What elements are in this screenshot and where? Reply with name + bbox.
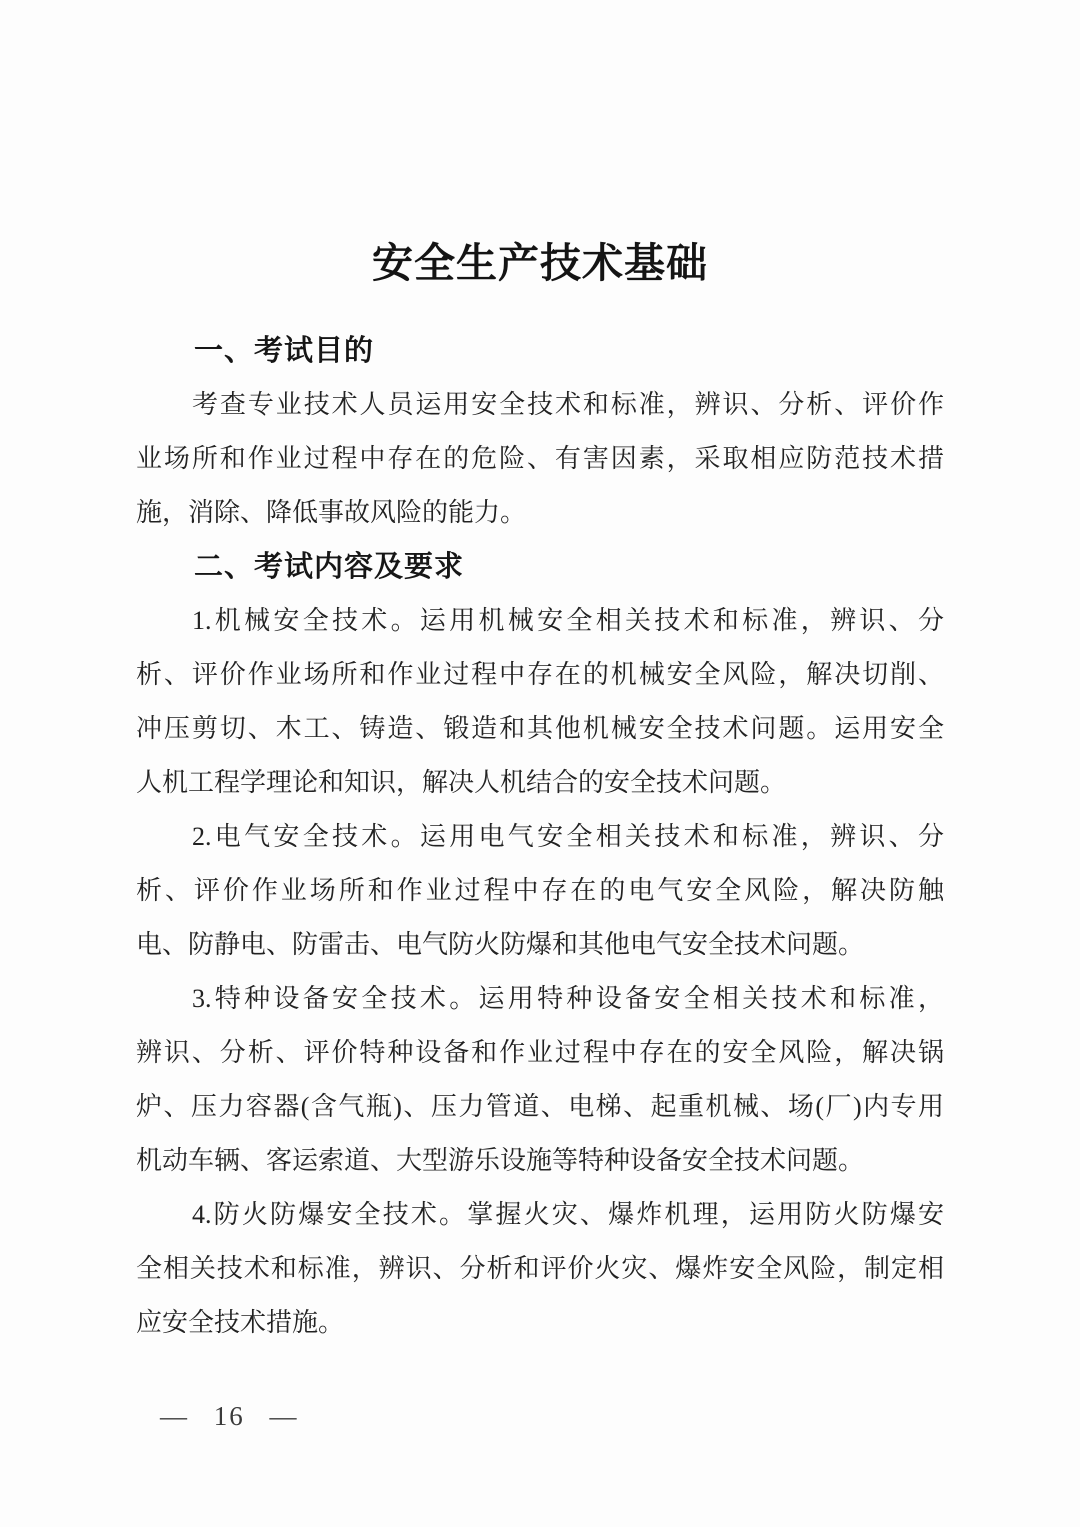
text-line: 人机工程学理论和知识，解决人机结合的安全技术问题。 <box>136 768 787 797</box>
document-body <box>0 324 1080 1350</box>
text-line: 冲压剪切、木工、铸造、锻造和其他机械安全技术问题。运用安全 <box>136 714 944 743</box>
text-line: 电、防静电、防雷击、电气防火防爆和其他电气安全技术问题。 <box>136 930 865 959</box>
section-heading: 一、考试目的 <box>194 335 375 367</box>
text-line: 1.机械安全技术。运用机械安全相关技术和标准，辨识、分 <box>192 606 944 635</box>
text-line: 全相关技术和标准，辨识、分析和评价火灾、爆炸安全风险，制定相 <box>136 1254 944 1283</box>
text-line: 应安全技术措施。 <box>136 1308 345 1337</box>
text-line: 业场所和作业过程中存在的危险、有害因素，采取相应防范技术措 <box>136 444 944 473</box>
page-footer <box>0 1389 1080 1443</box>
section-heading: 二、考试内容及要求 <box>194 551 465 583</box>
text-line: 施，消除、降低事故风险的能力。 <box>136 498 527 527</box>
text-line: 析、评价作业场所和作业过程中存在的电气安全风险，解决防触 <box>136 876 944 905</box>
page-title: 安全生产技术基础 <box>372 240 708 286</box>
text-line: 辨识、分析、评价特种设备和作业过程中存在的安全风险，解决锅 <box>136 1038 944 1067</box>
text-line: 考查专业技术人员运用安全技术和标准，辨识、分析、评价作 <box>192 390 944 419</box>
text-line: 炉、压力容器(含气瓶)、压力管道、电梯、起重机械、场(厂)内专用 <box>136 1092 944 1121</box>
page-number: — 16 — <box>160 1401 299 1431</box>
text-line: 3.特种设备安全技术。运用特种设备安全相关技术和标准， <box>192 984 944 1013</box>
text-line: 析、评价作业场所和作业过程中存在的机械安全风险，解决切削、 <box>136 660 944 689</box>
text-line: 2.电气安全技术。运用电气安全相关技术和标准，辨识、分 <box>192 822 944 851</box>
text-line: 机动车辆、客运索道、大型游乐设施等特种设备安全技术问题。 <box>136 1146 865 1175</box>
text-line: 4.防火防爆安全技术。掌握火灾、爆炸机理，运用防火防爆安 <box>192 1200 944 1229</box>
